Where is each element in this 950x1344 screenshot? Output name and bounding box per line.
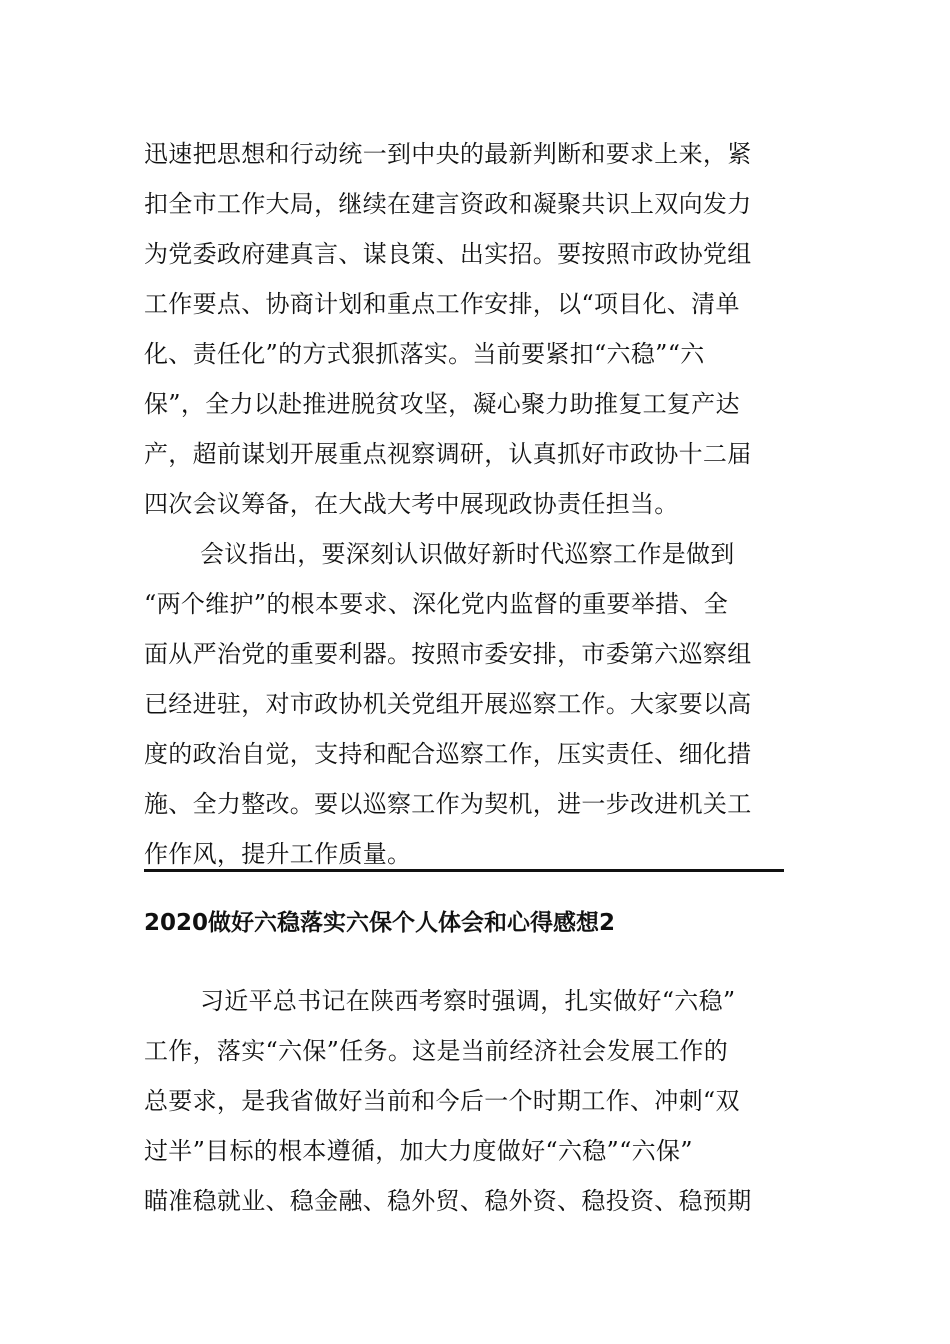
text-line: 为党委政府建真言、谋良策、出实招。要按照市政协党组	[144, 240, 752, 268]
paragraph-inspection	[144, 529, 784, 879]
text-line: 过半”目标的根本遵循，加大力度做好“六稳”“六保”	[144, 1137, 693, 1165]
text-line: 工作要点、协商计划和重点工作安排，以“项目化、清单	[144, 290, 740, 318]
text-line: 会议指出，要深刻认识做好新时代巡察工作是做到	[200, 540, 735, 568]
text-line: 作作风，提升工作质量。	[144, 840, 412, 868]
text-line: 保”，全力以赴推进脱贫攻坚，凝心聚力助推复工复产达	[144, 390, 740, 418]
text-line: 瞄准稳就业、稳金融、稳外贸、稳外资、稳投资、稳预期	[144, 1187, 752, 1215]
text-line: 总要求，是我省做好当前和今后一个时期工作、冲刺“双	[144, 1087, 740, 1115]
section-heading: 2020做好六稳落实六保个人体会和心得感想2	[144, 910, 616, 936]
paragraph-continuation	[144, 129, 784, 529]
text-line: 迅速把思想和行动统一到中央的最新判断和要求上来，紧	[144, 140, 752, 168]
text-line: 面从严治党的重要利器。按照市委安排，市委第六巡察组	[144, 640, 752, 668]
text-line: 扣全市工作大局，继续在建言资政和凝聚共识上双向发力	[144, 190, 752, 218]
text-line: 已经进驻，对市政协机关党组开展巡察工作。大家要以高	[144, 690, 752, 718]
text-line: 产，超前谋划开展重点视察调研，认真抓好市政协十二届	[144, 440, 752, 468]
text-line: “两个维护”的根本要求、深化党内监督的重要举措、全	[144, 590, 729, 618]
paragraph-six-stability	[144, 976, 784, 1226]
text-line: 四次会议筹备，在大战大考中展现政协责任担当。	[144, 490, 679, 518]
text-line: 施、全力整改。要以巡察工作为契机，进一步改进机关工	[144, 790, 752, 818]
text-line: 习近平总书记在陕西考察时强调，扎实做好“六稳”	[200, 987, 736, 1015]
text-line: 化、责任化”的方式狠抓落实。当前要紧扣“六稳”“六	[144, 340, 705, 368]
text-line: 工作，落实“六保”任务。这是当前经济社会发展工作的	[144, 1037, 729, 1065]
text-line: 度的政治自觉，支持和配合巡察工作，压实责任、细化措	[144, 740, 752, 768]
section-divider	[144, 869, 784, 872]
